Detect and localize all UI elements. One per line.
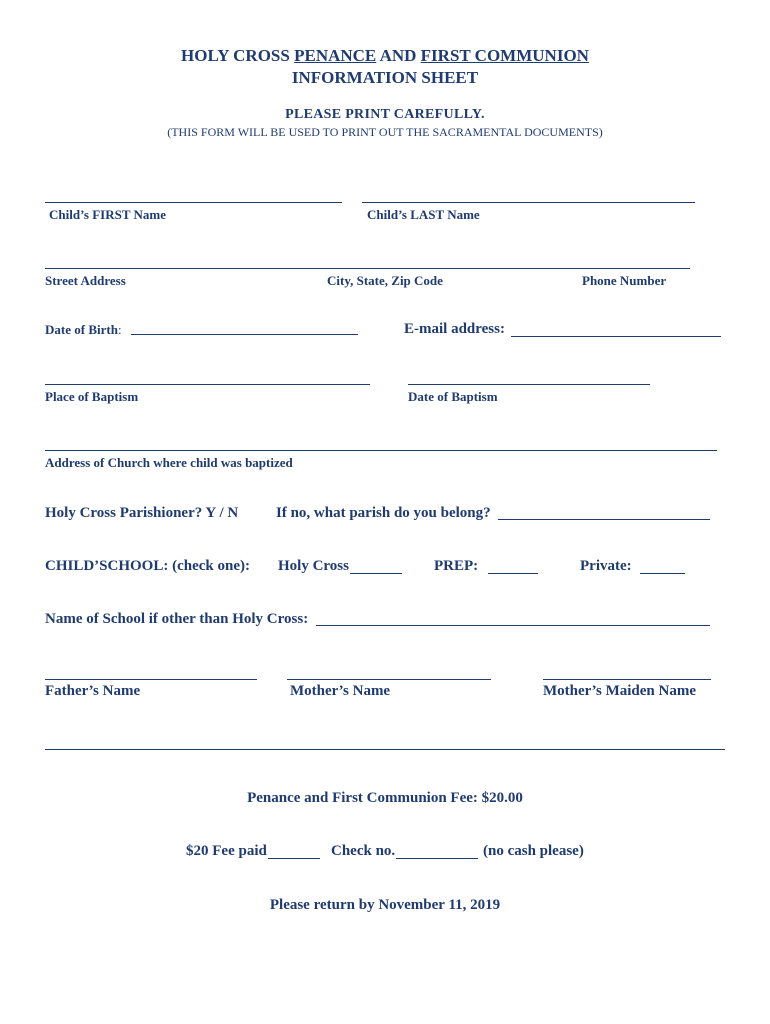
no-cash-note: (no cash please) xyxy=(483,843,584,859)
place-of-baptism-line[interactable] xyxy=(45,384,370,385)
phone-number-label: Phone Number xyxy=(582,273,667,288)
private-option-label: Private: xyxy=(580,558,632,574)
parishioner-label: Holy Cross Parishioner? Y / N xyxy=(45,505,239,521)
mother-maiden-name-label: Mother’s Maiden Name xyxy=(543,683,697,699)
fee-text: Penance and First Communion Fee: $20.00 xyxy=(247,790,523,806)
separator-line xyxy=(45,749,725,750)
mother-name-line[interactable] xyxy=(287,679,491,680)
email-address-label: E-mail address: xyxy=(404,321,505,337)
private-check-line[interactable] xyxy=(640,573,685,574)
child-last-name-label: Child’s LAST Name xyxy=(367,207,480,222)
prep-check-line[interactable] xyxy=(488,573,538,574)
other-parish-line[interactable] xyxy=(498,519,710,520)
title-penance: PENANCE xyxy=(294,46,377,65)
fee-paid-label: $20 Fee paid xyxy=(186,843,267,859)
title-first-communion: FIRST COMMUNION xyxy=(420,46,589,65)
child-first-name-label: Child’s FIRST Name xyxy=(49,207,167,222)
holy-cross-option-label: Holy Cross xyxy=(278,558,349,574)
school-name-line[interactable] xyxy=(316,625,710,626)
date-of-birth-colon: : xyxy=(117,322,122,337)
title-part1: HOLY CROSS xyxy=(181,46,290,65)
form-subtitle: INFORMATION SHEET xyxy=(291,68,479,87)
date-of-baptism-label: Date of Baptism xyxy=(408,389,498,404)
check-no-label: Check no. xyxy=(331,843,396,859)
address-line[interactable] xyxy=(45,268,690,269)
form-note: (THIS FORM WILL BE USED TO PRINT OUT THE SACRAMENTAL DOCUMENTS) xyxy=(167,125,603,139)
form-title xyxy=(0,46,770,66)
mother-name-label: Mother’s Name xyxy=(290,683,391,699)
check-no-line[interactable] xyxy=(396,858,478,859)
print-instruction: PLEASE PRINT CAREFULLY. xyxy=(285,107,485,122)
city-state-zip-label: City, State, Zip Code xyxy=(327,273,443,288)
church-address-label: Address of Church where child was baptized xyxy=(45,455,293,470)
email-address-line[interactable] xyxy=(511,336,721,337)
return-by-text: Please return by November 11, 2019 xyxy=(269,897,501,913)
date-of-birth-text: Date of Birth xyxy=(45,322,118,337)
prep-option-label: PREP: xyxy=(434,558,479,574)
holy-cross-check-line[interactable] xyxy=(350,573,402,574)
father-name-line[interactable] xyxy=(45,679,257,680)
fee-paid-line[interactable] xyxy=(268,858,320,859)
mother-maiden-name-line[interactable] xyxy=(543,679,711,680)
date-of-birth-line[interactable] xyxy=(131,334,358,335)
date-of-baptism-line[interactable] xyxy=(408,384,650,385)
father-name-label: Father’s Name xyxy=(45,683,141,699)
date-of-birth-label xyxy=(45,322,122,338)
school-name-label: Name of School if other than Holy Cross: xyxy=(45,611,309,627)
title-and: AND xyxy=(379,46,417,65)
child-first-name-line[interactable] xyxy=(45,202,342,203)
church-address-line[interactable] xyxy=(45,450,717,451)
other-parish-label: If no, what parish do you belong? xyxy=(276,505,491,521)
place-of-baptism-label: Place of Baptism xyxy=(45,389,139,404)
child-school-label: CHILD’SCHOOL: (check one): xyxy=(45,558,250,574)
street-address-label: Street Address xyxy=(45,273,126,288)
child-last-name-line[interactable] xyxy=(362,202,695,203)
